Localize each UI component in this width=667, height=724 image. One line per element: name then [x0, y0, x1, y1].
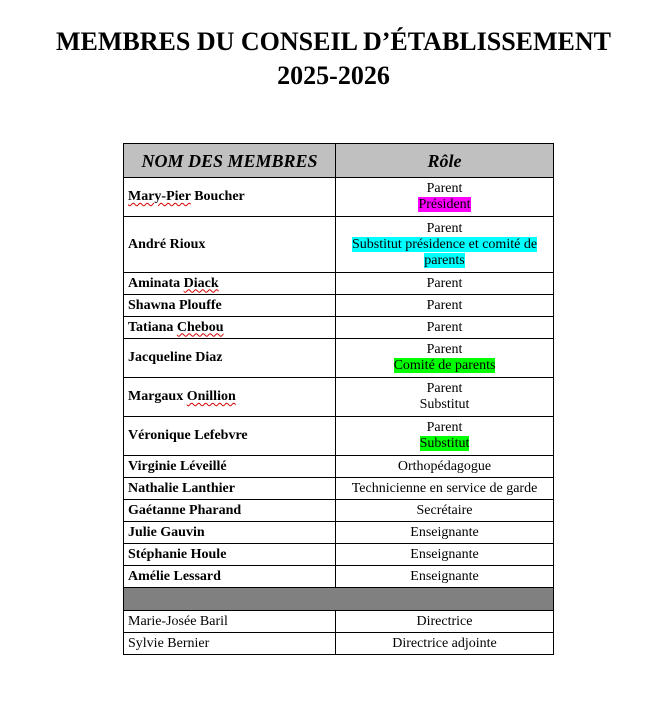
member-name: Virginie Léveillé — [124, 456, 336, 478]
member-name: Véronique Lefebvre — [124, 417, 336, 456]
document-title: MEMBRES DU CONSEIL D’ÉTABLISSEMENT — [55, 27, 612, 56]
member-name: André Rioux — [124, 217, 336, 273]
member-role: Technicienne en service de garde — [336, 478, 554, 500]
table-row — [124, 339, 554, 378]
document-year: 2025-2026 — [277, 61, 390, 90]
staff-role: Directrice — [336, 611, 554, 633]
member-name-rest: Aminata — [128, 275, 184, 291]
member-name — [124, 378, 336, 417]
member-name — [124, 178, 336, 217]
staff-name: Sylvie Bernier — [124, 633, 336, 655]
member-role: Secrétaire — [336, 500, 554, 522]
member-name: Nathalie Lanthier — [124, 478, 336, 500]
table-row — [124, 611, 554, 633]
member-name — [124, 317, 336, 339]
role-secondary-highlighted: Substitut présidence et comité de parents — [351, 236, 538, 268]
member-name: Jacqueline Diaz — [124, 339, 336, 378]
member-role: Parent — [336, 295, 554, 317]
member-role: Parent — [336, 273, 554, 295]
member-role: Orthopédagogue — [336, 456, 554, 478]
table-row — [124, 217, 554, 273]
member-role: Enseignante — [336, 522, 554, 544]
member-name: Amélie Lessard — [124, 566, 336, 588]
member-name-flagged: Mary-Pier — [128, 189, 191, 204]
member-name-rest: Tatiana — [128, 319, 177, 335]
member-role — [336, 417, 554, 456]
member-name-rest: Boucher — [190, 189, 245, 204]
role-primary: Parent — [426, 381, 463, 396]
header-name-column: NOM DES MEMBRES — [124, 144, 336, 178]
table-row — [124, 317, 554, 339]
member-name: Julie Gauvin — [124, 522, 336, 544]
header-role-column: Rôle — [336, 144, 554, 178]
member-name — [124, 273, 336, 295]
table-row — [124, 378, 554, 417]
role-secondary-highlighted: Président — [418, 197, 471, 212]
role-primary: Parent — [426, 342, 463, 357]
table-row — [124, 178, 554, 217]
member-name: Stéphanie Houle — [124, 544, 336, 566]
member-role — [336, 217, 554, 273]
members-table — [123, 143, 554, 655]
table-row — [124, 478, 554, 500]
role-secondary: Substitut — [419, 397, 470, 412]
table-header-row — [124, 144, 554, 178]
staff-role: Directrice adjointe — [336, 633, 554, 655]
role-primary: Parent — [426, 220, 463, 236]
table-row — [124, 417, 554, 456]
table-row — [124, 500, 554, 522]
member-role: Enseignante — [336, 544, 554, 566]
member-role — [336, 339, 554, 378]
member-name-flagged: Diack — [183, 275, 219, 291]
table-row — [124, 273, 554, 295]
table-row — [124, 544, 554, 566]
role-secondary-highlighted: Comité de parents — [393, 358, 496, 373]
table-row — [124, 566, 554, 588]
member-role: Enseignante — [336, 566, 554, 588]
member-role: Parent — [336, 317, 554, 339]
role-primary: Parent — [426, 420, 463, 435]
member-name-flagged: Chebou — [176, 319, 224, 335]
section-separator-row — [124, 588, 554, 611]
role-secondary-highlighted: Substitut — [419, 436, 470, 451]
member-name-flagged: Onillion — [186, 389, 236, 404]
table-row — [124, 633, 554, 655]
table-row — [124, 295, 554, 317]
separator-cell — [124, 588, 554, 611]
member-role — [336, 378, 554, 417]
member-name: Gaétanne Pharand — [124, 500, 336, 522]
role-primary: Parent — [426, 181, 463, 196]
staff-name: Marie-Josée Baril — [124, 611, 336, 633]
table-row — [124, 456, 554, 478]
table-row — [124, 522, 554, 544]
member-role — [336, 178, 554, 217]
member-name: Shawna Plouffe — [124, 295, 336, 317]
member-name-rest: Margaux — [128, 389, 187, 404]
